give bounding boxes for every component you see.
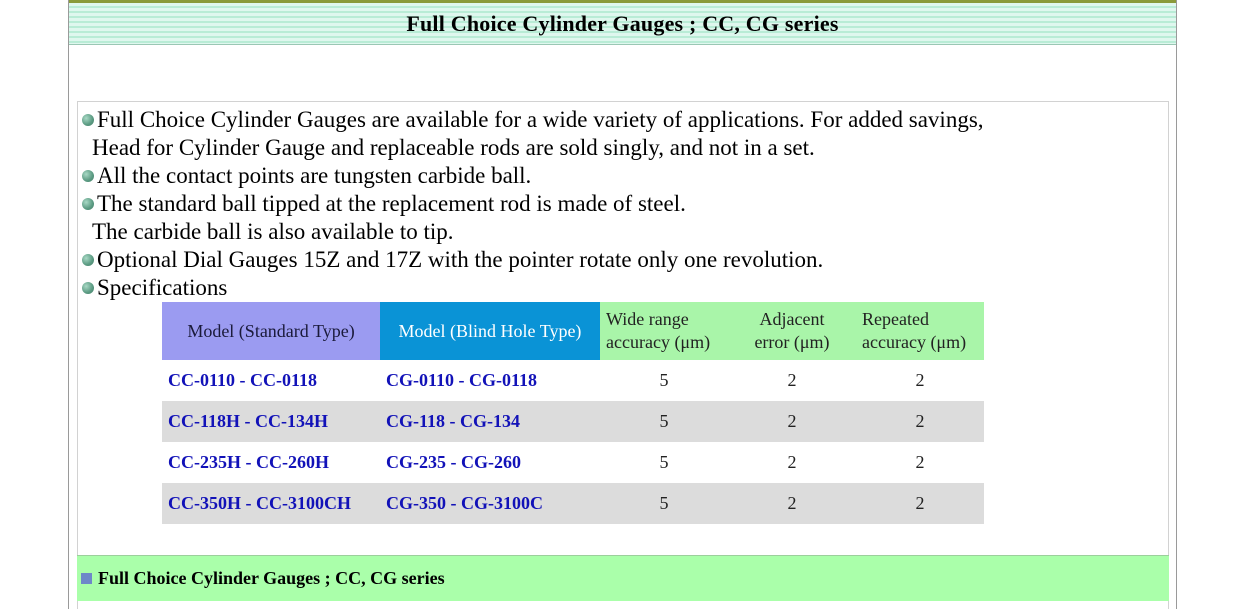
table-row bbox=[162, 442, 984, 483]
column-header-blind-model: Model (Blind Hole Type) bbox=[380, 302, 600, 360]
blind-model-cell: CG-118 - CG-134 bbox=[380, 401, 600, 442]
section-title: Full Choice Cylinder Gauges ; CC, CG series bbox=[98, 568, 445, 588]
list-item-text: Optional Dial Gauges 15Z and 17Z with the pointer rotate only one revolution. bbox=[97, 247, 824, 272]
page-title: Full Choice Cylinder Gauges ; CC, CG series bbox=[406, 10, 839, 36]
column-header-adjacent-error bbox=[728, 302, 856, 360]
green-ball-bullet-icon bbox=[82, 198, 94, 210]
list-item-text: The standard ball tipped at the replacement rod is made of steel. bbox=[97, 191, 686, 216]
blind-model-cell: CG-0110 - CG-0118 bbox=[386, 370, 537, 390]
standard-model-cell: CC-350H - CC-3100CH bbox=[162, 483, 380, 524]
list-item-text: All the contact points are tungsten carbide ball. bbox=[97, 163, 532, 188]
blind-model-cell: CG-235 - CG-260 bbox=[386, 452, 521, 472]
list-item-continuation: The carbide ball is also available to tip. bbox=[92, 219, 454, 244]
blind-model-cell: CG-350 - CG-3100C bbox=[380, 483, 600, 524]
table-header-row bbox=[162, 302, 984, 360]
header-line: Wide range bbox=[606, 309, 689, 329]
list-item bbox=[78, 106, 984, 134]
adjacent-error-cell: 2 bbox=[787, 370, 797, 390]
content-box bbox=[77, 101, 1169, 609]
adjacent-error-cell: 2 bbox=[787, 452, 797, 472]
green-ball-bullet-icon bbox=[82, 170, 94, 182]
column-header-standard-model: Model (Standard Type) bbox=[162, 302, 380, 360]
table-row bbox=[162, 401, 984, 442]
wide-range-accuracy-cell: 5 bbox=[659, 452, 669, 472]
table-row bbox=[162, 360, 984, 401]
header-line: accuracy (μm) bbox=[862, 332, 967, 352]
header-line: accuracy (μm) bbox=[606, 332, 711, 352]
list-item bbox=[78, 274, 984, 302]
header-line: Adjacent bbox=[759, 309, 825, 329]
repeated-accuracy-cell: 2 bbox=[915, 452, 925, 472]
green-ball-bullet-icon bbox=[82, 282, 94, 294]
list-item bbox=[78, 162, 984, 190]
standard-model-cell: CC-235H - CC-260H bbox=[168, 452, 329, 472]
column-header-wide-range-accuracy bbox=[600, 302, 728, 360]
wide-range-accuracy-cell: 5 bbox=[600, 401, 728, 442]
feature-list bbox=[78, 106, 984, 302]
list-item bbox=[78, 246, 984, 274]
header-line: error (μm) bbox=[754, 332, 830, 352]
green-ball-bullet-icon bbox=[82, 114, 94, 126]
page-frame bbox=[68, 0, 1177, 609]
green-ball-bullet-icon bbox=[82, 254, 94, 266]
standard-model-cell: CC-118H - CC-134H bbox=[162, 401, 380, 442]
column-header-repeated-accuracy bbox=[856, 302, 984, 360]
wide-range-accuracy-cell: 5 bbox=[659, 370, 669, 390]
wide-range-accuracy-cell: 5 bbox=[600, 483, 728, 524]
adjacent-error-cell: 2 bbox=[728, 483, 856, 524]
repeated-accuracy-cell: 2 bbox=[856, 483, 984, 524]
title-banner bbox=[69, 3, 1176, 45]
list-item-text: Full Choice Cylinder Gauges are available for a wide variety of applications. For added savings, bbox=[97, 107, 984, 132]
section-header-bar bbox=[77, 555, 1169, 601]
repeated-accuracy-cell: 2 bbox=[856, 401, 984, 442]
repeated-accuracy-cell: 2 bbox=[915, 370, 925, 390]
list-item bbox=[78, 190, 984, 218]
header-line: Repeated bbox=[862, 309, 929, 329]
list-item-text: Specifications bbox=[97, 275, 228, 300]
blue-square-icon bbox=[81, 573, 92, 584]
table-row bbox=[162, 483, 984, 524]
list-item-continuation: Head for Cylinder Gauge and replaceable rods are sold singly, and not in a set. bbox=[92, 135, 815, 160]
standard-model-cell: CC-0110 - CC-0118 bbox=[168, 370, 317, 390]
adjacent-error-cell: 2 bbox=[728, 401, 856, 442]
specifications-table bbox=[162, 302, 984, 524]
